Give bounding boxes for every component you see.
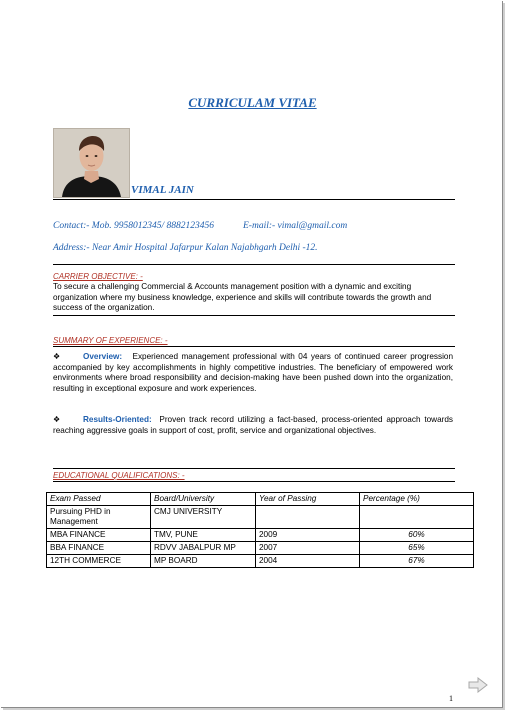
table-cell: CMJ UNIVERSITY [151,506,256,529]
table-cell: 2009 [256,529,360,542]
education-heading: EDUCATIONAL QUALIFICATIONS: - [53,471,185,480]
table-cell: 12TH COMMERCE [47,555,151,568]
table-cell [360,506,474,529]
profile-photo [53,128,130,198]
bullet-lead: Results-Oriented: [83,415,152,424]
table-cell: MP BOARD [151,555,256,568]
table-cell: RDVV JABALPUR MP [151,542,256,555]
address-line: Address:- Near Amir Hospital Jafarpur Kalan Najabhgarh Delhi -12. [53,243,318,253]
divider [53,315,455,316]
table-row [47,529,474,542]
document-title: CURRICULAM VITAE [188,95,317,110]
bullet-lead: Overview: [83,352,123,361]
experience-heading: SUMMARY OF EXPERIENCE: - [53,336,168,345]
column-header: Board/University [151,493,256,506]
column-header: Year of Passing [256,493,360,506]
table-cell: Pursuing PHD in Management [47,506,151,529]
experience-item-overview [53,352,453,394]
table-row [47,542,474,555]
divider [53,481,455,482]
table-cell: 65% [360,542,474,555]
table-cell: 2004 [256,555,360,568]
bullet-text: Experienced management professional with 04 years of continued career progression accompanied by key accomplishments in highly competitive industries. The beneficiary of empowered work environments where broad responsibility and decision-making have been pushed down into the organization, resulting in exceptional exposure and work experiences. [53,352,453,393]
mobile-number: Contact:- Mob. 9958012345/ 8882123456 [53,221,214,231]
divider [53,199,455,200]
table-cell [256,506,360,529]
email-address: E-mail:- vimal@gmail.com [243,221,348,231]
candidate-name: VIMAL JAIN [131,184,194,196]
diamond-bullet-icon: ❖ [53,415,61,424]
table-header-row [47,493,474,506]
divider [53,346,455,347]
table-cell: MBA FINANCE [47,529,151,542]
contact-line [53,221,348,231]
divider [53,468,455,469]
divider [53,264,455,265]
bullet-text: Proven track record utilizing a fact-based, process-oriented approach towards reaching aggressive goals in support of cost, profit, service and organizational objectives. [53,415,453,435]
page-number: 1 [449,694,453,703]
table-cell: 67% [360,555,474,568]
column-header: Percentage (%) [360,493,474,506]
column-header: Exam Passed [47,493,151,506]
next-page-arrow-icon[interactable] [468,677,488,693]
table-cell: 2007 [256,542,360,555]
table-cell: BBA FINANCE [47,542,151,555]
table-cell: 60% [360,529,474,542]
table-cell: TMV, PUNE [151,529,256,542]
table-row [47,506,474,529]
career-objective-heading: CARRIER OBJECTIVE: - [53,272,143,281]
career-objective-text: To secure a challenging Commercial & Accounts management position with a dynamic and exciting organization where my business knowledge, experience and skills will contribute towards the growth and success of the organization. [53,282,432,313]
experience-item-results [53,415,453,436]
table-row [47,555,474,568]
education-table [46,492,474,568]
diamond-bullet-icon: ❖ [53,352,61,361]
